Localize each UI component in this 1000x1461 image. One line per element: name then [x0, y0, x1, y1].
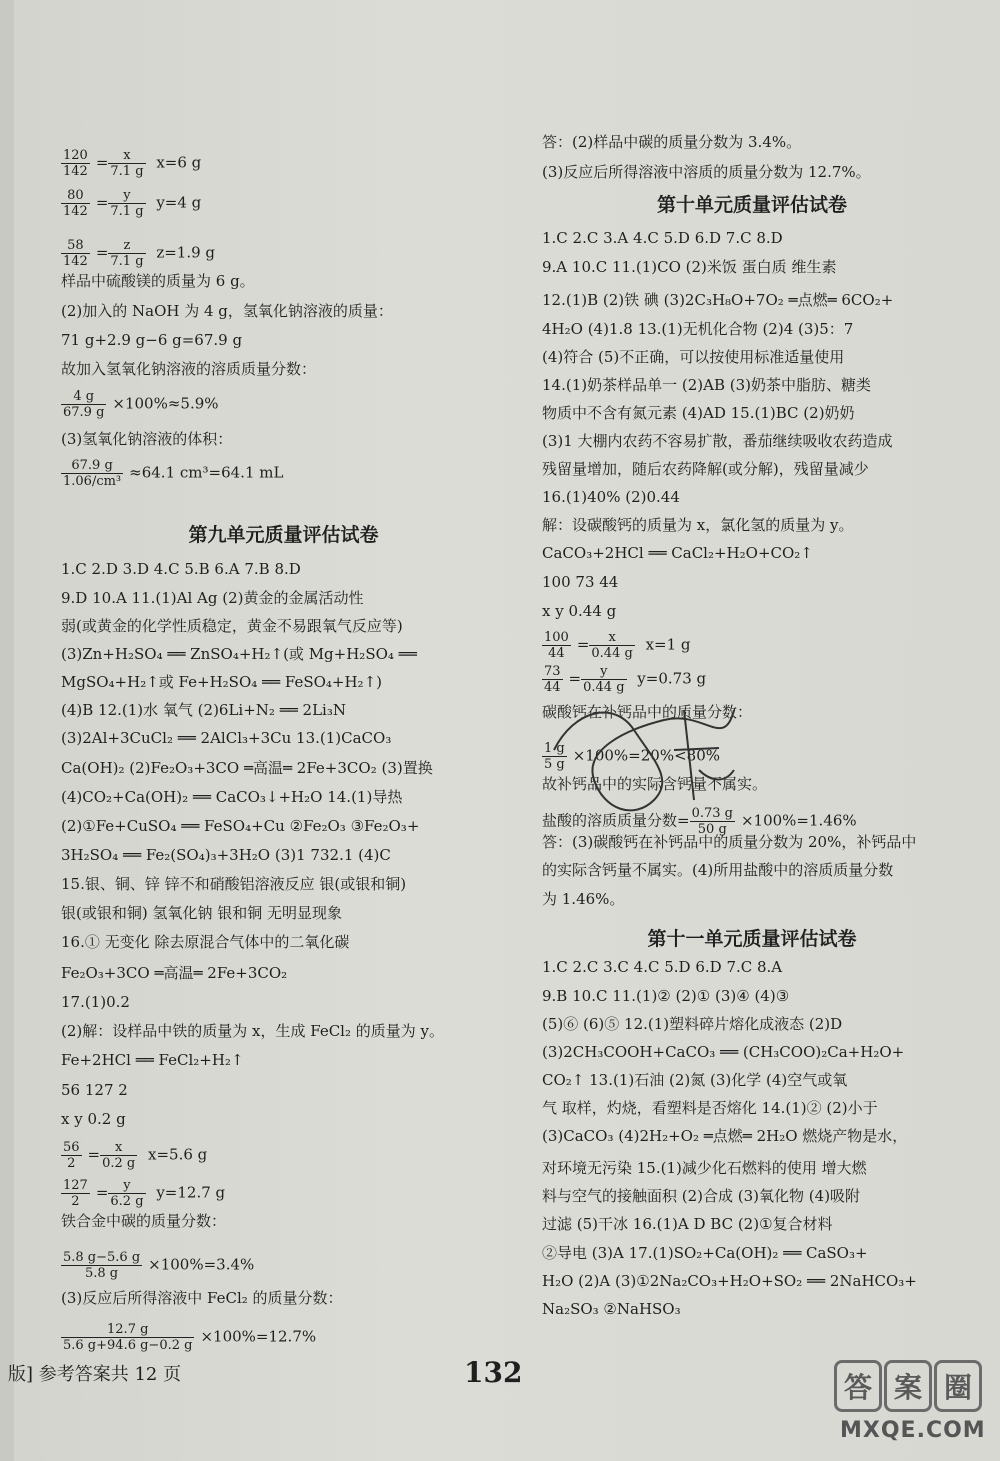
text-line: 残留量增加，随后农药降解(或分解)，残留量减少 — [542, 460, 869, 478]
denominator: 67.9 g — [63, 405, 105, 420]
numerator: 5.8 g−5.6 g — [63, 1250, 141, 1265]
numerator: z — [108, 238, 145, 254]
text-line: 故加入氢氧化钠溶液的溶质质量分数： — [61, 360, 317, 378]
denominator: 1.06/cm³ — [63, 474, 122, 489]
result-text: ×100%≈5.9% — [112, 394, 219, 413]
result-text: ×100%=3.4% — [148, 1255, 255, 1274]
text-line — [61, 188, 201, 219]
text-line: H₂O (2)A (3)①2Na₂CO₃+H₂O+SO₂ ══ 2NaHCO₃+ — [542, 1272, 917, 1290]
numerator: 0.73 g — [691, 806, 733, 821]
denominator: 5 g — [544, 757, 565, 772]
fraction — [61, 238, 90, 269]
fraction — [61, 389, 106, 420]
text-line — [61, 389, 219, 420]
fraction — [61, 1250, 142, 1281]
equals-sign: = — [95, 193, 109, 212]
result-text: y=12.7 g — [151, 1183, 226, 1202]
text-line: Na₂SO₃ ②NaHSO₃ — [542, 1300, 681, 1318]
denominator: 5.6 g+94.6 g−0.2 g — [63, 1338, 193, 1353]
footer-label: 版] 参考答案共 12 页 — [8, 1364, 182, 1385]
denominator: 5.8 g — [85, 1266, 119, 1281]
page-number: 132 — [464, 1356, 523, 1389]
fraction — [61, 1140, 82, 1171]
text-line: Fe+2HCl ══ FeCl₂+H₂↑ — [61, 1051, 244, 1069]
text-line: 对环境无污染 15.(1)减少化石燃料的使用 增大燃 — [542, 1159, 867, 1177]
text-line — [61, 238, 215, 269]
text-line: 9.D 10.A 11.(1)Al Ag (2)黄金的金属活动性 — [61, 589, 364, 607]
equals-sign: = — [95, 243, 109, 262]
handwriting-scribble — [534, 690, 754, 820]
text-line: 铁合金中碳的质量分数： — [61, 1212, 227, 1230]
denominator: 44 — [544, 680, 561, 695]
numerator: 67.9 g — [61, 458, 123, 474]
section-title: 第九单元质量评估试卷 — [188, 524, 379, 546]
text-line — [61, 1178, 225, 1209]
text-line: (3)2CH₃COOH+CaCO₃ ══ (CH₃COO)₂Ca+H₂O+ — [542, 1043, 905, 1061]
denominator: 7.1 g — [110, 204, 144, 219]
denominator: 6.2 g — [110, 1194, 144, 1209]
result-text: ≈64.1 cm³=64.1 mL — [129, 463, 284, 482]
result-text: x=5.6 g — [143, 1145, 208, 1164]
fraction — [61, 148, 90, 179]
result-text: y=4 g — [151, 193, 202, 212]
denominator: 7.1 g — [110, 164, 144, 179]
text-line: 16.① 无变化 除去原混合气体中的二氧化碳 — [61, 933, 350, 951]
text-line — [542, 630, 691, 661]
text-line: 1.C 2.D 3.D 4.C 5.B 6.A 7.B 8.D — [61, 560, 301, 578]
fraction — [108, 188, 145, 219]
text-line: (4)CO₂+Ca(OH)₂ ══ CaCO₃↓+H₂O 14.(1)导热 — [61, 788, 403, 806]
text-line: 故补钙品中的实际含钙量不属实。 — [542, 775, 768, 793]
text-line: 16.(1)40% (2)0.44 — [542, 488, 680, 506]
equals-sign: = — [95, 153, 109, 172]
fraction — [108, 1178, 145, 1209]
text-line: (2)①Fe+CuSO₄ ══ FeSO₄+Cu ②Fe₂O₃ ③Fe₂O₃+ — [61, 817, 420, 835]
numerator: y — [108, 1178, 145, 1194]
text-line: 9.A 10.C 11.(1)CO (2)米饭 蛋白质 维生素 — [542, 258, 837, 276]
text-line: Fe₂O₃+3CO ═高温═ 2Fe+3CO₂ — [61, 964, 288, 982]
numerator: 80 — [61, 188, 90, 204]
numerator: x — [589, 630, 634, 646]
text-line: (3)反应后所得溶液中 FeCl₂ 的质量分数： — [61, 1289, 343, 1307]
text-line: MgSO₄+H₂↑或 Fe+H₂SO₄ ══ FeSO₄+H₂↑) — [61, 673, 382, 691]
denominator: 142 — [63, 204, 88, 219]
result-text: z=1.9 g — [151, 243, 216, 262]
text-line — [61, 1250, 254, 1281]
denominator: 142 — [63, 254, 88, 269]
text-line: 弱(或黄金的化学性质稳定，黄金不易跟氧气反应等) — [61, 617, 403, 635]
equals-sign: = — [576, 635, 590, 654]
text-line: 样品中硫酸镁的质量为 6 g。 — [61, 272, 255, 290]
denominator: 7.1 g — [110, 254, 144, 269]
denominator: 0.44 g — [583, 680, 625, 695]
numerator: y — [108, 188, 145, 204]
denominator: 44 — [548, 646, 565, 661]
result-text: ×100%=12.7% — [200, 1327, 317, 1346]
section-title: 第十单元质量评估试卷 — [656, 194, 847, 216]
result-text: y=0.73 g — [632, 669, 707, 688]
fraction — [589, 630, 634, 661]
watermark-logo: 答 案 圈 MXQE.COM — [834, 1360, 1000, 1455]
text-line: 56 127 2 — [61, 1081, 128, 1099]
prefix-text: 盐酸的溶质质量分数= — [542, 811, 690, 830]
numerator: 12.7 g — [61, 1322, 194, 1338]
text-line: (3)Zn+H₂SO₄ ══ ZnSO₄+H₂↑(或 Mg+H₂SO₄ ══ — [61, 645, 417, 663]
text-line: 答：(2)样品中碳的质量分数为 3.4%。 — [542, 133, 802, 151]
text-line: (3)反应后所得溶液中溶质的质量分数为 12.7%。 — [542, 163, 871, 181]
text-line: 碳酸钙在补钙品中的质量分数： — [542, 703, 753, 721]
text-line: ②导电 (3)A 17.(1)SO₂+Ca(OH)₂ ══ CaSO₃+ — [542, 1244, 868, 1262]
numerator: 4 g — [61, 389, 106, 405]
text-line: 答：(3)碳酸钙在补钙品中的质量分数为 20%，补钙品中 — [542, 833, 917, 851]
text-line: 物质中不含有氮元素 (4)AD 15.(1)BC (2)奶奶 — [542, 404, 855, 422]
numerator: 1 g — [544, 741, 565, 756]
text-line — [61, 148, 201, 179]
numerator: x — [108, 148, 145, 164]
fraction — [108, 238, 145, 269]
text-line: (4)B 12.(1)水 氧气 (2)6Li+N₂ ══ 2Li₃N — [61, 701, 346, 719]
denominator: 2 — [67, 1156, 76, 1171]
text-line: 17.(1)0.2 — [61, 993, 130, 1011]
denominator: 50 g — [697, 822, 727, 837]
text-line: (3)CaCO₃ (4)2H₂+O₂ ═点燃═ 2H₂O 燃烧产物是水， — [542, 1127, 908, 1145]
text-line: 12.(1)B (2)铁 碘 (3)2C₃H₈O+7O₂ ═点燃═ 6CO₂+ — [542, 291, 894, 309]
text-line: 为 1.46%。 — [542, 890, 625, 908]
result-text: x=1 g — [640, 635, 691, 654]
numerator: 100 — [544, 630, 569, 645]
text-line: CaCO₃+2HCl ══ CaCl₂+H₂O+CO₂↑ — [542, 544, 813, 562]
fraction — [61, 188, 90, 219]
numerator: y — [581, 664, 626, 680]
text-line: (2)加入的 NaOH 为 4 g，氢氧化钠溶液的质量： — [61, 302, 393, 320]
text-line: 100 73 44 — [542, 573, 619, 591]
text-line: (3)1 大棚内农药不容易扩散，番茄继续吸收农药造成 — [542, 432, 893, 450]
fraction — [542, 630, 571, 661]
numerator: 127 — [63, 1178, 88, 1193]
text-line — [61, 1140, 207, 1171]
watermark-url: MXQE.COM — [840, 1418, 986, 1443]
denominator: 0.2 g — [102, 1156, 136, 1171]
document-page — [8, 0, 1000, 1461]
result-text: ×100%=1.46% — [740, 811, 857, 830]
fraction — [108, 148, 145, 179]
denominator: 2 — [71, 1194, 80, 1209]
result-text: ×100%=20%<80% — [572, 746, 721, 765]
numerator: 58 — [61, 238, 90, 254]
text-line: 14.(1)奶茶样品单一 (2)AB (3)奶茶中脂肪、糖类 — [542, 376, 871, 394]
text-line: 4H₂O (4)1.8 13.(1)无机化合物 (2)4 (3)5：7 — [542, 320, 854, 338]
fraction — [61, 458, 123, 489]
text-line: Ca(OH)₂ (2)Fe₂O₃+3CO ═高温═ 2Fe+3CO₂ (3)置换 — [61, 759, 433, 777]
text-line: 3H₂SO₄ ══ Fe₂(SO₄)₃+3H₂O (3)1 732.1 (4)C — [61, 846, 391, 864]
text-line: (2)解：设样品中铁的质量为 x，生成 FeCl₂ 的质量为 y。 — [61, 1022, 445, 1040]
text-line: 银(或银和铜) 氢氧化钠 银和铜 无明显现象 — [61, 904, 343, 922]
text-line: 1.C 2.C 3.C 4.C 5.D 6.D 7.C 8.A — [542, 958, 783, 976]
text-line: 料与空气的接触面积 (2)合成 (3)氧化物 (4)吸附 — [542, 1187, 861, 1205]
text-line — [61, 458, 283, 489]
text-line: CO₂↑ 13.(1)石油 (2)氮 (3)化学 (4)空气或氧 — [542, 1071, 848, 1089]
text-line: x y 0.44 g — [542, 602, 617, 620]
text-line: 解：设碳酸钙的质量为 x，氯化氢的质量为 y。 — [542, 516, 854, 534]
equals-sign: = — [87, 1145, 101, 1164]
text-line: (3)氢氧化钠溶液的体积： — [61, 430, 233, 448]
numerator: 120 — [63, 148, 88, 163]
fraction — [100, 1140, 137, 1171]
denominator: 142 — [63, 164, 88, 179]
result-text: x=6 g — [151, 153, 202, 172]
numerator: 73 — [544, 664, 561, 679]
text-line: 15.银、铜、锌 锌不和硝酸铝溶液反应 银(或银和铜) — [61, 875, 407, 893]
text-line: 气 取样，灼烧，看塑料是否熔化 14.(1)② (2)小于 — [542, 1099, 878, 1117]
numerator: x — [100, 1140, 137, 1156]
text-line: 1.C 2.C 3.A 4.C 5.D 6.D 7.C 8.D — [542, 229, 783, 247]
fraction — [61, 1178, 90, 1209]
numerator: 56 — [63, 1140, 80, 1155]
text-line: 71 g+2.9 g−6 g=67.9 g — [61, 331, 243, 349]
text-line: 9.B 10.C 11.(1)② (2)① (3)④ (4)③ — [542, 987, 790, 1005]
section-title: 第十一单元质量评估试卷 — [647, 928, 857, 950]
text-line: (4)符合 (5)不正确，可以按使用标准适量使用 — [542, 348, 845, 366]
text-line: (5)⑥ (6)⑤ 12.(1)塑料碎片熔化成液态 (2)D — [542, 1015, 843, 1033]
text-line: 过滤 (5)干冰 16.(1)A D BC (2)①复合材料 — [542, 1215, 833, 1233]
text-line: 的实际含钙量不属实。(4)所用盐酸中的溶质质量分数 — [542, 861, 894, 879]
text-line: x y 0.2 g — [61, 1110, 126, 1128]
text-line: (3)2Al+3CuCl₂ ══ 2AlCl₃+3Cu 13.(1)CaCO₃ — [61, 729, 392, 747]
fraction — [61, 1322, 194, 1353]
text-line — [61, 1322, 316, 1353]
denominator: 0.44 g — [591, 646, 633, 661]
equals-sign: = — [95, 1183, 109, 1202]
equals-sign: = — [568, 669, 582, 688]
